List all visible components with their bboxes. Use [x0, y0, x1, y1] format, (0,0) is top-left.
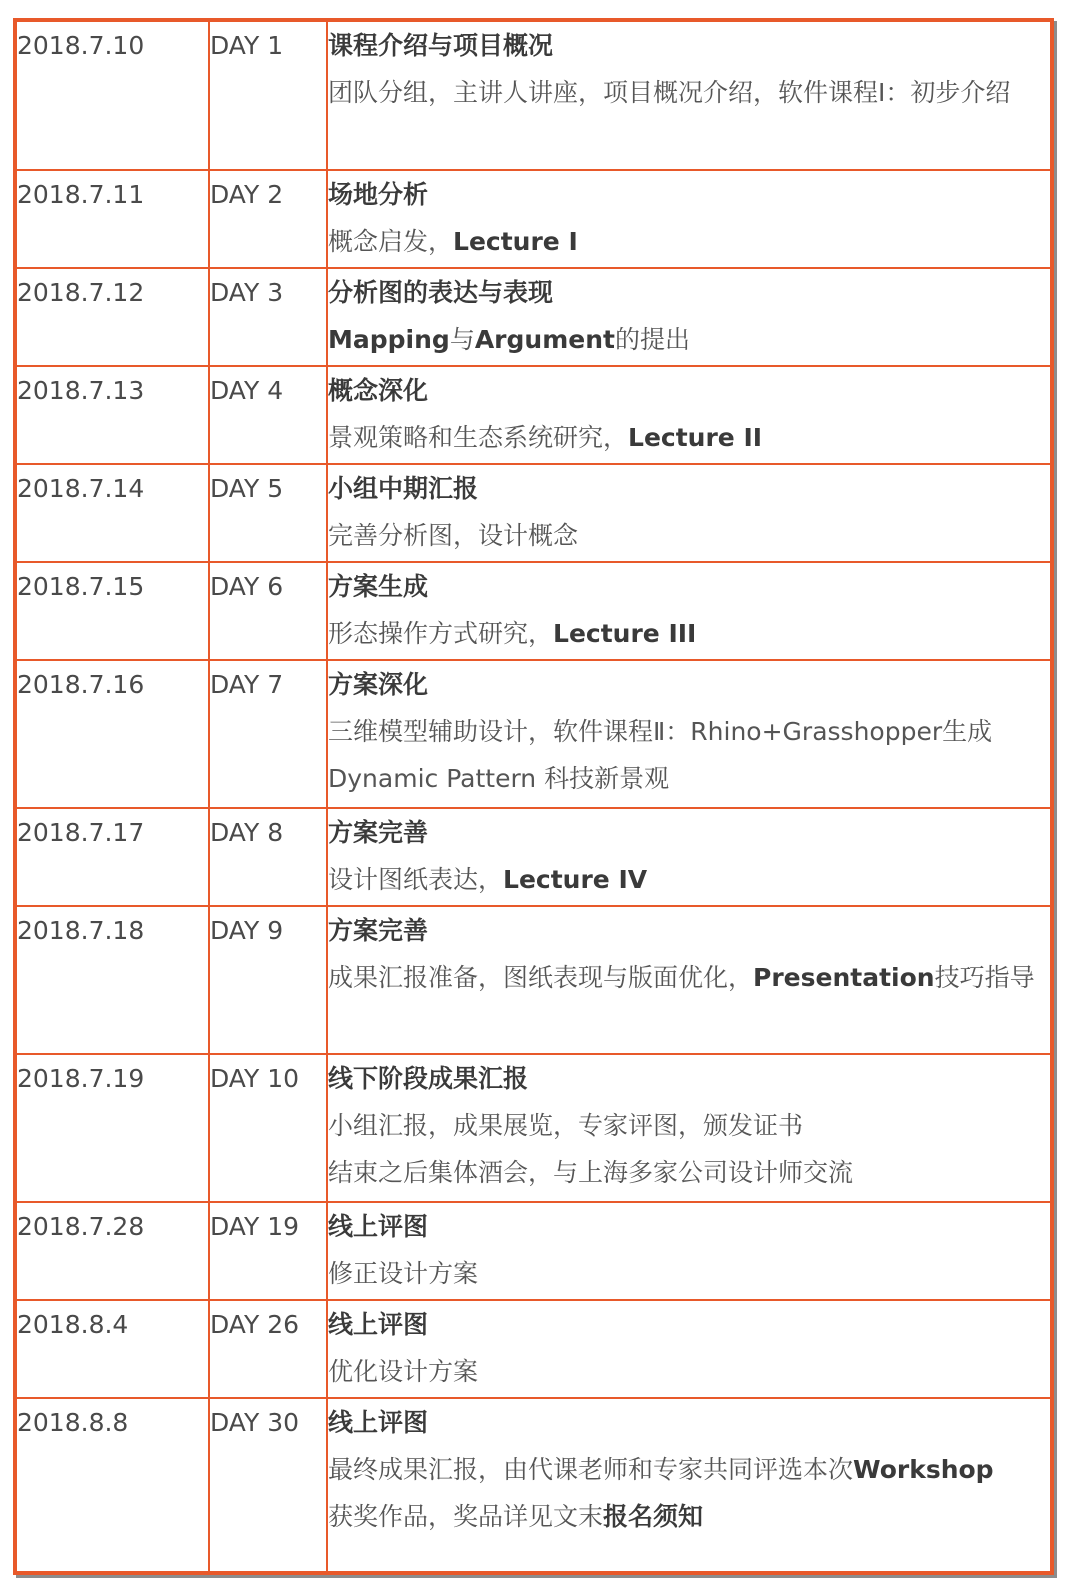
- schedule-date: 2018.7.14: [17, 464, 209, 562]
- schedule-date: 2018.7.16: [17, 660, 209, 808]
- schedule-item-description: [328, 610, 1050, 657]
- schedule-date: 2018.7.17: [17, 808, 209, 906]
- schedule-item-description: [328, 414, 1050, 461]
- schedule-row: [17, 1398, 1050, 1571]
- description-text: 团队分组，主讲人讲座，项目概况介绍，软件课程Ⅰ：初步介绍: [328, 78, 1011, 107]
- description-text: 与: [449, 325, 475, 354]
- schedule-item-title: 方案完善: [328, 818, 429, 847]
- description-text: 技巧指导: [934, 963, 1035, 992]
- schedule-day: DAY 3: [209, 268, 327, 366]
- schedule-day: DAY 5: [209, 464, 327, 562]
- schedule-date: 2018.7.18: [17, 906, 209, 1054]
- schedule-date: 2018.7.12: [17, 268, 209, 366]
- schedule-date: 2018.7.28: [17, 1202, 209, 1300]
- schedule-table-frame: [13, 18, 1054, 1575]
- schedule-row: [17, 268, 1050, 366]
- schedule-day: DAY 30: [209, 1398, 327, 1571]
- schedule-item-title: 课程介绍与项目概况: [328, 31, 554, 60]
- schedule-content: [327, 1054, 1050, 1202]
- description-emphasis: Presentation: [753, 963, 935, 992]
- description-emphasis: Mapping: [328, 325, 450, 354]
- schedule-item-title: 概念深化: [328, 376, 429, 405]
- description-text: 小组汇报，成果展览，专家评图，颁发证书: [328, 1111, 804, 1140]
- schedule-table: [17, 22, 1050, 1571]
- schedule-row: [17, 170, 1050, 268]
- schedule-item-title: 小组中期汇报: [328, 474, 479, 503]
- schedule-item-description: [328, 316, 1050, 363]
- schedule-row: [17, 464, 1050, 562]
- description-emphasis: Lecture II: [628, 423, 763, 452]
- description-text: 设计图纸表达，: [328, 865, 504, 894]
- description-text: 成果汇报准备，图纸表现与版面优化，: [328, 963, 754, 992]
- description-text: 获奖作品，奖品详见文末: [328, 1502, 604, 1531]
- schedule-day: DAY 2: [209, 170, 327, 268]
- description-text: 最终成果汇报，由代课老师和专家共同评选本次: [328, 1455, 854, 1484]
- schedule-content: [327, 906, 1050, 1054]
- description-text: 结束之后集体酒会，与上海多家公司设计师交流: [328, 1158, 854, 1187]
- schedule-item-description: [328, 218, 1050, 265]
- schedule-item-description: [328, 708, 1050, 755]
- schedule-date: 2018.8.4: [17, 1300, 209, 1398]
- schedule-row: [17, 1300, 1050, 1398]
- schedule-day: DAY 9: [209, 906, 327, 1054]
- schedule-item-description: [328, 1348, 1050, 1395]
- schedule-item-description: [328, 1149, 1050, 1196]
- description-emphasis: Workshop: [853, 1455, 994, 1484]
- schedule-day: DAY 4: [209, 366, 327, 464]
- schedule-item-title: 场地分析: [328, 180, 429, 209]
- schedule-item-description: [328, 954, 1050, 1001]
- description-text: 形态操作方式研究，: [328, 619, 554, 648]
- schedule-content: [327, 366, 1050, 464]
- schedule-row: [17, 906, 1050, 1054]
- schedule-item-description: [328, 856, 1050, 903]
- schedule-day: DAY 8: [209, 808, 327, 906]
- schedule-item-title: 线上评图: [328, 1408, 429, 1437]
- schedule-item-description: [328, 1493, 1050, 1540]
- description-text: 概念启发，: [328, 227, 454, 256]
- schedule-day: DAY 6: [209, 562, 327, 660]
- schedule-item-title: 方案完善: [328, 916, 429, 945]
- description-text: 优化设计方案: [328, 1357, 479, 1386]
- description-emphasis: Argument: [474, 325, 615, 354]
- schedule-row: [17, 808, 1050, 906]
- schedule-date: 2018.7.15: [17, 562, 209, 660]
- schedule-item-description: [328, 512, 1050, 559]
- schedule-row: [17, 1202, 1050, 1300]
- description-emphasis: Lecture IV: [503, 865, 648, 894]
- schedule-content: [327, 170, 1050, 268]
- schedule-item-description: [328, 1446, 1050, 1493]
- schedule-content: [327, 1202, 1050, 1300]
- schedule-row: [17, 660, 1050, 808]
- schedule-item-title: 方案深化: [328, 670, 429, 699]
- schedule-date: 2018.7.11: [17, 170, 209, 268]
- schedule-day: DAY 7: [209, 660, 327, 808]
- description-text: 完善分析图，设计概念: [328, 521, 579, 550]
- schedule-item-description: [328, 1102, 1050, 1149]
- description-text: 修正设计方案: [328, 1259, 479, 1288]
- schedule-row: [17, 562, 1050, 660]
- schedule-content: [327, 1300, 1050, 1398]
- schedule-item-title: 线上评图: [328, 1212, 429, 1241]
- schedule-day: DAY 26: [209, 1300, 327, 1398]
- schedule-item-title: 分析图的表达与表现: [328, 278, 554, 307]
- schedule-day: DAY 10: [209, 1054, 327, 1202]
- description-text: 三维模型辅助设计，软件课程Ⅱ：Rhino+Grasshopper生成: [328, 717, 993, 746]
- description-emphasis: 报名须知: [603, 1502, 704, 1531]
- description-emphasis: Lecture III: [553, 619, 697, 648]
- schedule-date: 2018.7.13: [17, 366, 209, 464]
- schedule-row: [17, 366, 1050, 464]
- schedule-date: 2018.8.8: [17, 1398, 209, 1571]
- schedule-content: [327, 268, 1050, 366]
- schedule-content: [327, 562, 1050, 660]
- schedule-day: DAY 19: [209, 1202, 327, 1300]
- schedule-row: [17, 1054, 1050, 1202]
- schedule-content: [327, 808, 1050, 906]
- description-emphasis: Lecture I: [453, 227, 578, 256]
- schedule-body: [17, 22, 1050, 1571]
- schedule-date: 2018.7.19: [17, 1054, 209, 1202]
- schedule-content: [327, 464, 1050, 562]
- schedule-item-title: 方案生成: [328, 572, 429, 601]
- schedule-content: [327, 22, 1050, 170]
- schedule-item-description: [328, 755, 1050, 802]
- description-text: 的提出: [614, 325, 690, 354]
- schedule-item-description: [328, 69, 1050, 116]
- schedule-item-description: [328, 1250, 1050, 1297]
- schedule-day: DAY 1: [209, 22, 327, 170]
- schedule-item-title: 线上评图: [328, 1310, 429, 1339]
- schedule-item-title: 线下阶段成果汇报: [328, 1064, 529, 1093]
- schedule-content: [327, 660, 1050, 808]
- schedule-date: 2018.7.10: [17, 22, 209, 170]
- schedule-content: [327, 1398, 1050, 1571]
- schedule-row: [17, 22, 1050, 170]
- description-text: 景观策略和生态系统研究，: [328, 423, 629, 452]
- description-text: Dynamic Pattern 科技新景观: [328, 764, 670, 793]
